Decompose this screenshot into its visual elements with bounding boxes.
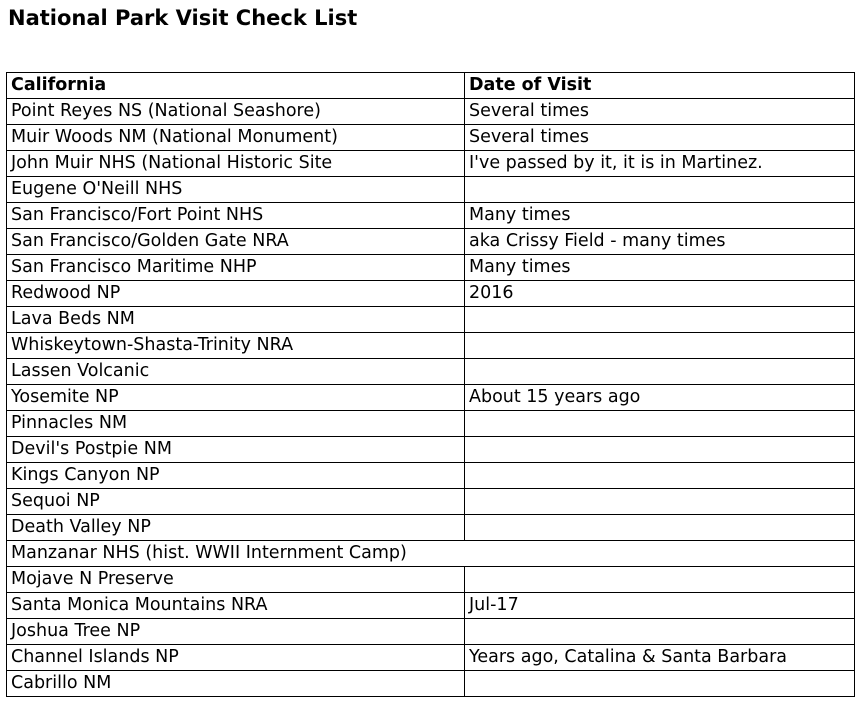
visit-date-cell[interactable] bbox=[465, 463, 855, 489]
header-california[interactable]: California bbox=[7, 73, 465, 99]
visit-date-cell[interactable] bbox=[465, 307, 855, 333]
visit-date-cell[interactable] bbox=[465, 333, 855, 359]
visit-date-cell[interactable] bbox=[465, 489, 855, 515]
visit-date-cell[interactable] bbox=[465, 541, 855, 567]
park-name-cell[interactable]: Santa Monica Mountains NRA bbox=[7, 593, 465, 619]
park-name-cell[interactable]: Death Valley NP bbox=[7, 515, 465, 541]
visit-date-cell[interactable]: Years ago, Catalina & Santa Barbara bbox=[465, 645, 855, 671]
table-row bbox=[7, 333, 855, 359]
visit-date-cell[interactable] bbox=[465, 411, 855, 437]
park-name-cell[interactable]: Yosemite NP bbox=[7, 385, 465, 411]
table-row bbox=[7, 151, 855, 177]
park-name-cell[interactable]: Whiskeytown-Shasta-Trinity NRA bbox=[7, 333, 465, 359]
table-row bbox=[7, 125, 855, 151]
table-row bbox=[7, 489, 855, 515]
park-name-cell[interactable]: Pinnacles NM bbox=[7, 411, 465, 437]
table-row bbox=[7, 177, 855, 203]
table-row bbox=[7, 229, 855, 255]
park-name-cell[interactable]: Eugene O'Neill NHS bbox=[7, 177, 465, 203]
table-row bbox=[7, 645, 855, 671]
visit-date-cell[interactable]: Several times bbox=[465, 125, 855, 151]
visit-date-cell[interactable] bbox=[465, 515, 855, 541]
table-row bbox=[7, 385, 855, 411]
visit-date-cell[interactable]: aka Crissy Field - many times bbox=[465, 229, 855, 255]
table-row bbox=[7, 255, 855, 281]
visit-date-cell[interactable] bbox=[465, 567, 855, 593]
visit-date-cell[interactable]: Jul-17 bbox=[465, 593, 855, 619]
park-name-cell[interactable]: Muir Woods NM (National Monument) bbox=[7, 125, 465, 151]
visit-date-cell[interactable]: Many times bbox=[465, 255, 855, 281]
table-row bbox=[7, 203, 855, 229]
park-name-cell[interactable]: San Francisco/Golden Gate NRA bbox=[7, 229, 465, 255]
park-name-cell[interactable]: Joshua Tree NP bbox=[7, 619, 465, 645]
table-row bbox=[7, 671, 855, 697]
table-row bbox=[7, 515, 855, 541]
park-checklist-table bbox=[6, 72, 855, 697]
visit-date-cell[interactable]: Many times bbox=[465, 203, 855, 229]
park-name-cell[interactable]: Lava Beds NM bbox=[7, 307, 465, 333]
table-row bbox=[7, 567, 855, 593]
park-name-cell[interactable]: Cabrillo NM bbox=[7, 671, 465, 697]
park-name-cell[interactable]: Channel Islands NP bbox=[7, 645, 465, 671]
visit-date-cell[interactable]: 2016 bbox=[465, 281, 855, 307]
visit-date-cell[interactable]: Several times bbox=[465, 99, 855, 125]
table-row bbox=[7, 541, 855, 567]
page-title: National Park Visit Check List bbox=[8, 6, 358, 30]
visit-date-cell[interactable] bbox=[465, 619, 855, 645]
visit-date-cell[interactable] bbox=[465, 177, 855, 203]
park-name-cell[interactable]: Lassen Volcanic bbox=[7, 359, 465, 385]
visit-date-cell[interactable]: I've passed by it, it is in Martinez. bbox=[465, 151, 855, 177]
table-row bbox=[7, 463, 855, 489]
table-header-row bbox=[7, 73, 855, 99]
table-row bbox=[7, 359, 855, 385]
park-name-cell[interactable]: Point Reyes NS (National Seashore) bbox=[7, 99, 465, 125]
table-row bbox=[7, 281, 855, 307]
park-name-cell[interactable]: Manzanar NHS (hist. WWII Internment Camp) bbox=[7, 541, 465, 567]
table-row bbox=[7, 619, 855, 645]
park-name-cell[interactable]: Redwood NP bbox=[7, 281, 465, 307]
park-name-cell[interactable]: Sequoi NP bbox=[7, 489, 465, 515]
park-name-cell[interactable]: Devil's Postpie NM bbox=[7, 437, 465, 463]
visit-date-cell[interactable] bbox=[465, 437, 855, 463]
park-name-cell[interactable]: Mojave N Preserve bbox=[7, 567, 465, 593]
visit-date-cell[interactable]: About 15 years ago bbox=[465, 385, 855, 411]
park-name-cell[interactable]: Kings Canyon NP bbox=[7, 463, 465, 489]
header-date-of-visit[interactable]: Date of Visit bbox=[465, 73, 855, 99]
park-name-cell[interactable]: San Francisco/Fort Point NHS bbox=[7, 203, 465, 229]
visit-date-cell[interactable] bbox=[465, 671, 855, 697]
table-row bbox=[7, 307, 855, 333]
visit-date-cell[interactable] bbox=[465, 359, 855, 385]
table-row bbox=[7, 593, 855, 619]
table-row bbox=[7, 437, 855, 463]
park-name-cell[interactable]: John Muir NHS (National Historic Site bbox=[7, 151, 465, 177]
table-row bbox=[7, 411, 855, 437]
table-row bbox=[7, 99, 855, 125]
park-name-cell[interactable]: San Francisco Maritime NHP bbox=[7, 255, 465, 281]
